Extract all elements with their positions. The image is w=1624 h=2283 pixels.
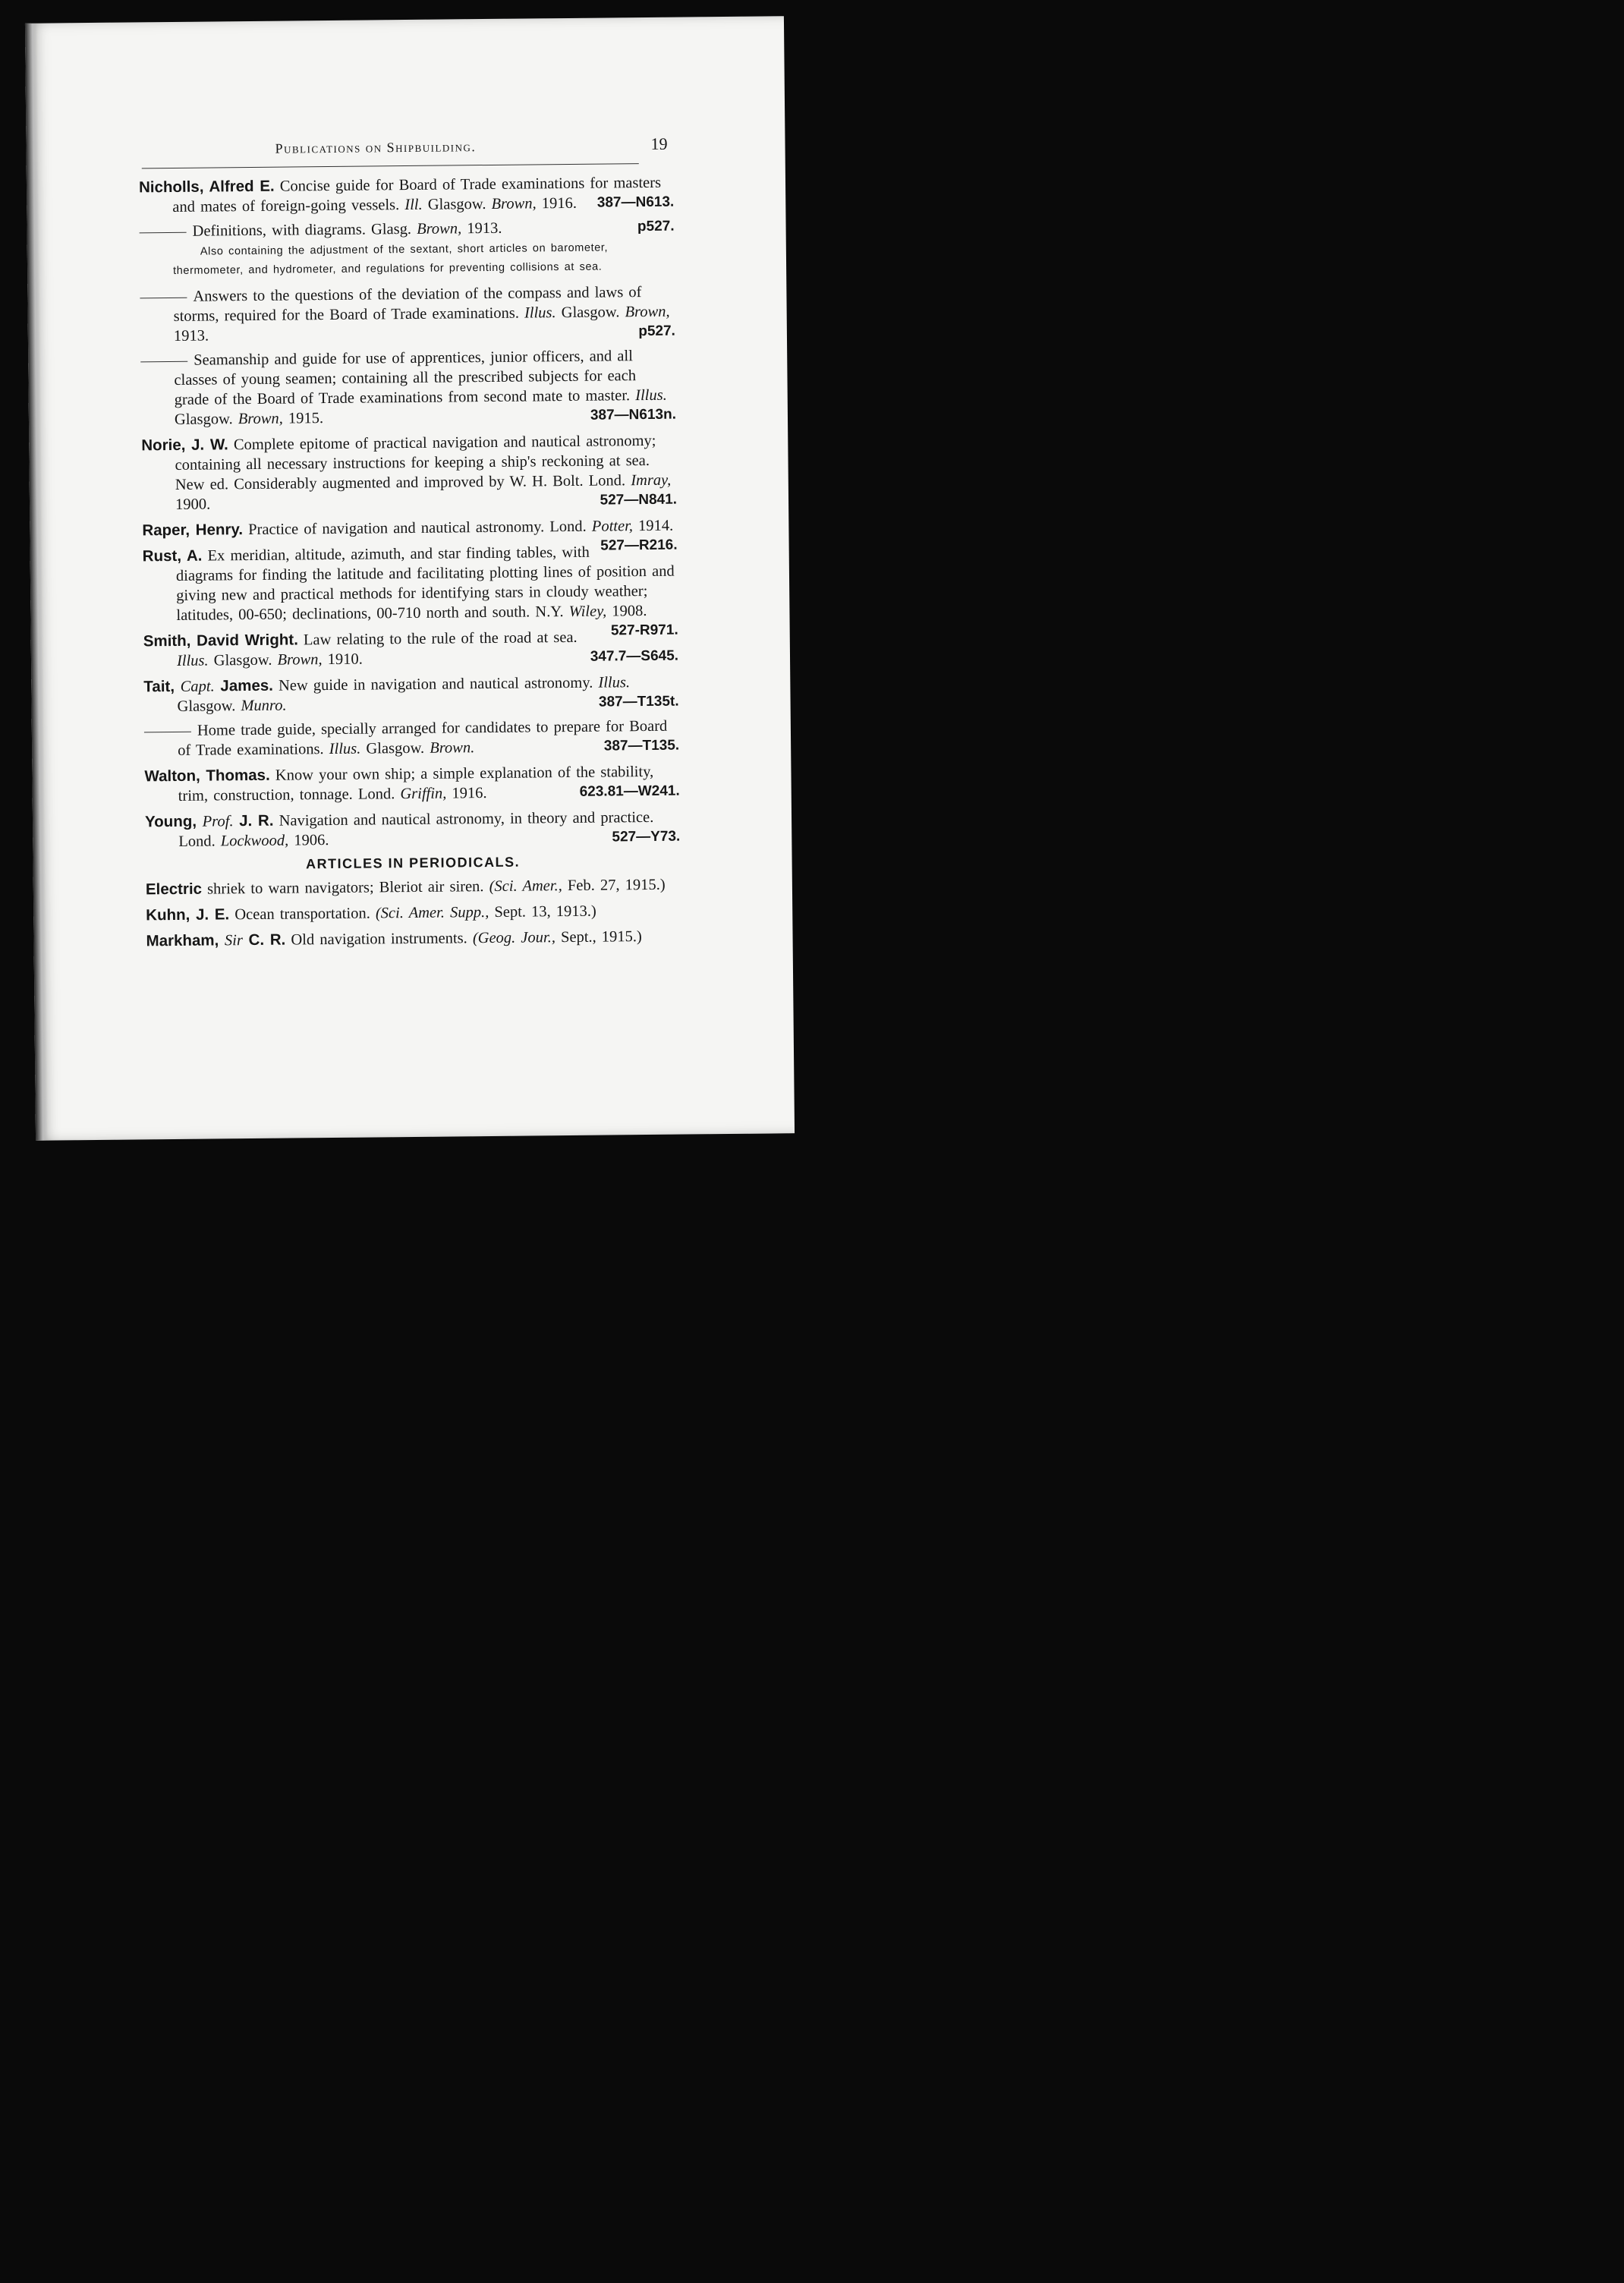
entry-place: Glasgow. bbox=[366, 739, 425, 757]
entry-publisher: Munro. bbox=[241, 697, 287, 715]
entry-publisher: Brown, bbox=[491, 195, 537, 213]
entry-title: shriek to warn navigators; Bleriot air siren. bbox=[207, 878, 484, 898]
entry-year: 1910. bbox=[327, 650, 363, 669]
entry-publisher: Brown, bbox=[277, 651, 323, 669]
book-page bbox=[25, 16, 795, 1141]
entry-publisher: Wiley, bbox=[568, 603, 607, 620]
bibliography-entry bbox=[141, 431, 677, 515]
entry-date: Feb. 27, 1915.) bbox=[567, 876, 666, 895]
ditto-dash bbox=[144, 732, 191, 733]
periodical-entry bbox=[146, 927, 681, 952]
entry-title: New guide in navigation and nautical astronomy. bbox=[278, 674, 593, 694]
section-heading: ARTICLES IN PERIODICALS. bbox=[305, 854, 521, 872]
entry-place: Glasgow. bbox=[427, 196, 486, 213]
call-number: 527—R216. bbox=[600, 537, 678, 554]
entry-title: Seamanship and guide for use of apprentices, junior officers, and all classes of young seamen; containing all the prescribed subjects for each grade of the Board of Trade examinations from second mate to master. bbox=[174, 348, 637, 408]
entry-illus: Illus. bbox=[524, 304, 556, 322]
entry-illus: Illus. bbox=[635, 386, 667, 405]
entry-place: N.Y. bbox=[535, 603, 564, 621]
entry-author-surname: Markham, bbox=[146, 931, 225, 950]
call-number: p527. bbox=[637, 218, 675, 235]
bibliography-entry bbox=[140, 282, 675, 347]
entry-illus: Illus. bbox=[329, 740, 361, 758]
entry-year: 1900. bbox=[175, 496, 211, 513]
bibliography-entry bbox=[144, 716, 679, 761]
entry-title: Ocean transportation. bbox=[234, 905, 370, 924]
entry-title: Concise guide for Board of Trade examinations for masters and mates of foreign-going vessels. bbox=[172, 174, 662, 216]
ditto-dash bbox=[140, 232, 187, 234]
entry-source: (Sci. Amer., bbox=[489, 877, 562, 896]
page-content bbox=[138, 133, 681, 958]
entry-source: (Geog. Jour., bbox=[472, 929, 556, 947]
entry-publisher: Brown, bbox=[238, 410, 283, 428]
running-title: Publications on Shipbuilding. bbox=[275, 139, 477, 156]
entry-author-surname: Young, bbox=[144, 812, 203, 831]
entry-publisher: Griffin, bbox=[400, 785, 447, 803]
entry-year: 1914. bbox=[637, 517, 674, 535]
periodical-entry bbox=[146, 875, 681, 900]
entry-author-title: Sir bbox=[224, 932, 244, 949]
entry-place: Glasgow. bbox=[213, 651, 272, 669]
entry-author-surname: Tait, bbox=[143, 677, 181, 696]
entry-place: Glasg. bbox=[370, 220, 412, 238]
entry-note: Also containing the adjustment of the sextant, short articles on barometer, thermometer, and hydrometer, and regulations for preventing collisions at sea. bbox=[173, 241, 609, 277]
entry-author: Raper, Henry. bbox=[142, 521, 244, 540]
call-number: p527. bbox=[638, 323, 675, 340]
entry-author: Electric bbox=[145, 880, 203, 899]
bibliography-entry bbox=[143, 672, 678, 717]
entry-author: Walton, Thomas. bbox=[144, 766, 270, 786]
entry-author: James. bbox=[214, 676, 274, 695]
entry-publisher: Potter, bbox=[591, 518, 634, 535]
entry-publisher: Brown. bbox=[430, 739, 475, 757]
entry-year: 1915. bbox=[288, 410, 324, 427]
entry-author: C. R. bbox=[242, 931, 286, 949]
entry-date: Sept. 13, 1913.) bbox=[494, 902, 596, 921]
entry-title: Know your own ship; a simple explanation of the stability, trim, construction, tonnage. bbox=[178, 763, 654, 805]
entry-place: Lond. bbox=[178, 833, 216, 850]
bibliography-entry bbox=[144, 762, 679, 807]
entry-author-title: Prof. bbox=[202, 813, 234, 830]
entry-author: Norie, J. W. bbox=[141, 436, 228, 455]
entry-year: 1916. bbox=[541, 194, 577, 213]
bibliography-entry bbox=[139, 217, 675, 282]
call-number: 527-R971. bbox=[610, 622, 678, 639]
entry-title: Home trade guide, specially arranged for candidates to prepare for Board of Trade examinations. bbox=[178, 717, 668, 759]
running-head bbox=[138, 133, 673, 165]
entry-title: Practice of navigation and nautical astronomy. bbox=[248, 518, 545, 539]
call-number: 527—N841. bbox=[600, 491, 678, 509]
entry-year: 1916. bbox=[452, 785, 487, 802]
entry-author: Nicholls, Alfred E. bbox=[138, 177, 275, 197]
entry-publisher: Lockwood, bbox=[220, 832, 289, 850]
entry-author: Kuhn, J. E. bbox=[146, 905, 230, 924]
entry-year: 1913. bbox=[467, 219, 502, 238]
call-number: 527—Y73. bbox=[612, 828, 681, 845]
ditto-dash bbox=[140, 298, 187, 299]
ditto-dash bbox=[140, 361, 187, 363]
bibliography-entry bbox=[143, 627, 678, 672]
entry-date: Sept., 1915.) bbox=[560, 928, 642, 946]
entry-title: Complete epitome of practical navigation and nautical astronomy; containing all necessary instructions for keeping a ship's reckoning at sea. New ed. Considerably augmented and improved by W. H. Bolt. bbox=[175, 432, 656, 493]
call-number: 387—T135t. bbox=[598, 693, 679, 710]
entry-place: Lond. bbox=[588, 472, 626, 490]
entry-publisher: Brown, bbox=[417, 220, 462, 238]
call-number: 387—N613. bbox=[596, 194, 675, 211]
entry-title: Answers to the questions of the deviation of the compass and laws of storms, required for the Board of Trade examinations. bbox=[173, 284, 642, 325]
entry-publisher: Imray, bbox=[631, 471, 672, 490]
entry-author: J. R. bbox=[233, 811, 274, 830]
call-number: 387—N613n. bbox=[590, 406, 677, 424]
entry-title: Definitions, with diagrams. bbox=[192, 221, 367, 240]
entry-year: 1906. bbox=[294, 832, 329, 849]
periodical-entry bbox=[146, 901, 681, 926]
entry-publisher: Brown, bbox=[625, 303, 670, 321]
entry-place: Glasgow. bbox=[174, 411, 233, 428]
entry-place: Lond. bbox=[357, 786, 395, 803]
bibliography-entry bbox=[140, 346, 676, 430]
entry-year: 1913. bbox=[173, 327, 209, 345]
entry-title: Law relating to the rule of the road at sea. bbox=[303, 628, 578, 649]
entry-title: Ex meridian, altitude, azimuth, and star finding tables, with diagrams for finding the latitude and facilitating plotting lines of position and giving new and practical methods for identifying stars in cloudy weather; latitudes, 00-650; declinations, 00-710 north and south. bbox=[175, 543, 675, 624]
entry-place: Glasgow. bbox=[177, 697, 236, 715]
entry-place: Lond. bbox=[549, 518, 587, 536]
entry-place: Glasgow. bbox=[561, 304, 620, 322]
entry-source: (Sci. Amer. Supp., bbox=[375, 904, 489, 922]
entry-title: Navigation and nautical astronomy, in theory and practice. bbox=[279, 808, 654, 830]
entry-illus: Ill. bbox=[404, 196, 423, 214]
bibliography-entry bbox=[145, 808, 680, 852]
entry-author: Rust, A. bbox=[142, 546, 203, 565]
page-number: 19 bbox=[650, 134, 668, 153]
call-number: 623.81—W241. bbox=[579, 783, 680, 800]
bibliography-entry bbox=[142, 516, 678, 554]
call-number: 387—T135. bbox=[603, 737, 680, 754]
entry-illus: Illus. bbox=[176, 652, 209, 669]
entry-author-title: Capt. bbox=[180, 678, 215, 695]
entry-illus: Illus. bbox=[598, 674, 631, 691]
entry-title: Old navigation instruments. bbox=[291, 930, 467, 949]
bibliography-entry bbox=[139, 173, 674, 218]
call-number: 347.7—S645. bbox=[590, 647, 679, 665]
entry-author: Smith, David Wright. bbox=[143, 631, 298, 650]
entry-year: 1908. bbox=[612, 603, 647, 620]
